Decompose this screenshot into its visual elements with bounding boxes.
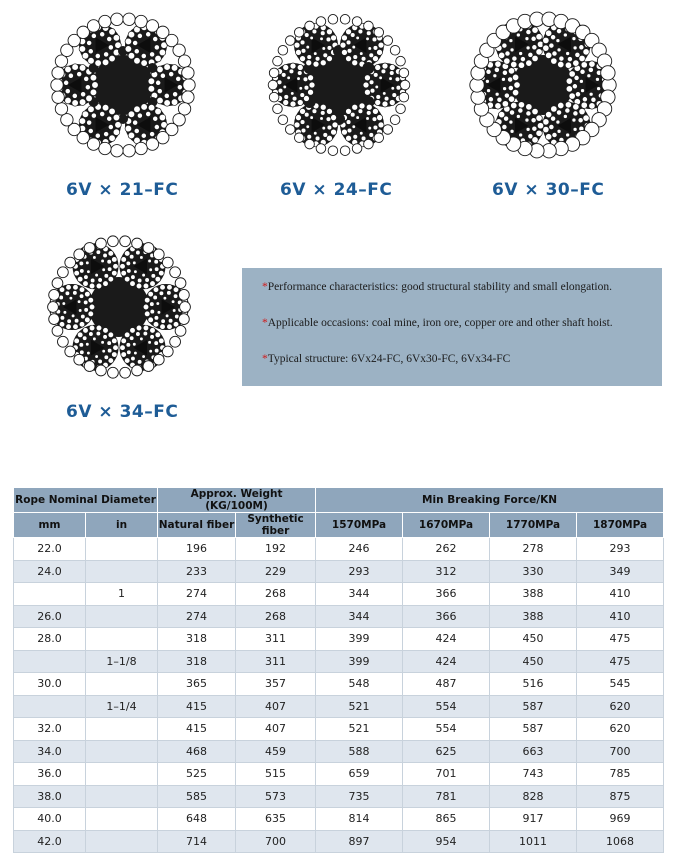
table-body: [14, 538, 664, 853]
table-cell: 468: [158, 740, 236, 763]
table-cell: 917: [490, 808, 577, 831]
table-cell: 1–1/8: [86, 650, 158, 673]
table-cell: 38.0: [14, 785, 86, 808]
table-cell: 312: [403, 560, 490, 583]
bullet-star: *: [262, 353, 268, 365]
table-row: [14, 583, 664, 606]
table-cell: 365: [158, 673, 236, 696]
table-row: [14, 830, 664, 853]
table-cell: 34.0: [14, 740, 86, 763]
table-cell: 865: [403, 808, 490, 831]
table-row: [14, 718, 664, 741]
diameter-group-header: Rope Nominal Diameter: [14, 488, 158, 513]
table-cell: 828: [490, 785, 577, 808]
column-header-natural-fiber: Natural fiber: [158, 513, 236, 538]
table-cell: [86, 740, 158, 763]
rope-6v21-diagram: [48, 10, 198, 160]
weight-group-header: Approx. Weight (KG/100M): [158, 488, 316, 513]
characteristics-panel: [242, 268, 662, 386]
table-cell: 349: [577, 560, 664, 583]
table-cell: 700: [236, 830, 316, 853]
column-header-synthetic-fiber: Synthetic fiber: [236, 513, 316, 538]
column-header-1670mpa: 1670MPa: [403, 513, 490, 538]
sub-header-row: [14, 513, 664, 538]
table-row: [14, 628, 664, 651]
specification-table: [13, 487, 664, 853]
force-group-header: Min Breaking Force/KN: [316, 488, 664, 513]
table-cell: 459: [236, 740, 316, 763]
table-cell: 954: [403, 830, 490, 853]
table-cell: [86, 808, 158, 831]
table-cell: 28.0: [14, 628, 86, 651]
table-cell: 366: [403, 583, 490, 606]
table-cell: 30.0: [14, 673, 86, 696]
table-cell: 233: [158, 560, 236, 583]
table-cell: 1: [86, 583, 158, 606]
table-cell: [86, 830, 158, 853]
table-cell: [86, 605, 158, 628]
table-cell: 545: [577, 673, 664, 696]
table-cell: 192: [236, 538, 316, 561]
table-cell: 330: [490, 560, 577, 583]
table-row: [14, 605, 664, 628]
rope-cross-section-icon: [48, 10, 198, 160]
table-cell: 625: [403, 740, 490, 763]
table-cell: 735: [316, 785, 403, 808]
table-cell: 659: [316, 763, 403, 786]
table-cell: 648: [158, 808, 236, 831]
table-cell: 548: [316, 673, 403, 696]
column-header-1770mpa: 1770MPa: [490, 513, 577, 538]
rope-cross-section-icon: [468, 10, 618, 160]
table-row: [14, 650, 664, 673]
table-cell: 521: [316, 718, 403, 741]
table-row: [14, 808, 664, 831]
table-row: [14, 740, 664, 763]
table-cell: 293: [577, 538, 664, 561]
table-row: [14, 763, 664, 786]
table-cell: 262: [403, 538, 490, 561]
table-cell: 32.0: [14, 718, 86, 741]
table-cell: 424: [403, 628, 490, 651]
table-cell: 344: [316, 583, 403, 606]
table-cell: 366: [403, 605, 490, 628]
table-cell: 635: [236, 808, 316, 831]
table-cell: 388: [490, 583, 577, 606]
table-cell: 311: [236, 628, 316, 651]
table-cell: 573: [236, 785, 316, 808]
table-cell: 22.0: [14, 538, 86, 561]
table-cell: 410: [577, 605, 664, 628]
table-cell: 318: [158, 628, 236, 651]
table-cell: 42.0: [14, 830, 86, 853]
table-cell: 875: [577, 785, 664, 808]
table-cell: [86, 718, 158, 741]
rope-cross-section-icon: [264, 10, 414, 160]
table-cell: 344: [316, 605, 403, 628]
table-cell: 293: [316, 560, 403, 583]
table-cell: 24.0: [14, 560, 86, 583]
table-cell: 1–1/4: [86, 695, 158, 718]
table-cell: 415: [158, 695, 236, 718]
rope-6v24-label: 6V × 24–FC: [280, 180, 393, 200]
table-cell: 278: [490, 538, 577, 561]
column-header-1570mpa: 1570MPa: [316, 513, 403, 538]
table-cell: 268: [236, 605, 316, 628]
table-cell: 743: [490, 763, 577, 786]
table-cell: 229: [236, 560, 316, 583]
table-cell: 274: [158, 605, 236, 628]
table-cell: 701: [403, 763, 490, 786]
column-header-1870mpa: 1870MPa: [577, 513, 664, 538]
table-cell: 521: [316, 695, 403, 718]
column-header-in: in: [86, 513, 158, 538]
performance-text: Performance characteristics: good structural stability and small elongation.: [267, 281, 613, 293]
rope-6v30-diagram: [468, 10, 618, 160]
table-cell: 450: [490, 628, 577, 651]
table-cell: 1011: [490, 830, 577, 853]
rope-cross-section-icon: [44, 232, 194, 382]
table-cell: 814: [316, 808, 403, 831]
table-cell: [86, 628, 158, 651]
table-cell: 785: [577, 763, 664, 786]
column-header-mm: mm: [14, 513, 86, 538]
rope-6v34-label: 6V × 34–FC: [66, 402, 179, 422]
table-cell: 407: [236, 718, 316, 741]
table-cell: [14, 583, 86, 606]
table-cell: 587: [490, 695, 577, 718]
table-cell: 410: [577, 583, 664, 606]
table-cell: 268: [236, 583, 316, 606]
table-cell: [14, 650, 86, 673]
table-cell: 415: [158, 718, 236, 741]
table-cell: [86, 785, 158, 808]
table-cell: [14, 695, 86, 718]
table-row: [14, 695, 664, 718]
table-cell: 515: [236, 763, 316, 786]
table-row: [14, 785, 664, 808]
table-cell: 588: [316, 740, 403, 763]
table-cell: [86, 673, 158, 696]
rope-6v30-label: 6V × 30–FC: [492, 180, 605, 200]
table-cell: 620: [577, 695, 664, 718]
table-cell: 897: [316, 830, 403, 853]
table-cell: 487: [403, 673, 490, 696]
table-cell: 475: [577, 628, 664, 651]
table-cell: 36.0: [14, 763, 86, 786]
table-cell: [86, 560, 158, 583]
table-cell: 424: [403, 650, 490, 673]
table-cell: 399: [316, 650, 403, 673]
table-cell: 554: [403, 718, 490, 741]
table-cell: 388: [490, 605, 577, 628]
rope-6v21-label: 6V × 21–FC: [66, 180, 179, 200]
table-cell: 516: [490, 673, 577, 696]
bullet-star: *: [262, 317, 268, 329]
table-cell: 585: [158, 785, 236, 808]
table-cell: 587: [490, 718, 577, 741]
table-cell: 274: [158, 583, 236, 606]
table-cell: 40.0: [14, 808, 86, 831]
applications-text: Applicable occasions: coal mine, iron ore, copper ore and other shaft hoist.: [267, 317, 613, 329]
table-cell: [86, 763, 158, 786]
table-row: [14, 560, 664, 583]
table-cell: 26.0: [14, 605, 86, 628]
applications-line: [262, 316, 662, 352]
table-row: [14, 538, 664, 561]
table-cell: 357: [236, 673, 316, 696]
table-cell: 620: [577, 718, 664, 741]
table-row: [14, 673, 664, 696]
structure-line: [262, 352, 662, 388]
table-cell: 663: [490, 740, 577, 763]
table-cell: 311: [236, 650, 316, 673]
table-cell: [86, 538, 158, 561]
table-cell: 318: [158, 650, 236, 673]
performance-line: [262, 280, 662, 316]
table-cell: 525: [158, 763, 236, 786]
table-cell: 554: [403, 695, 490, 718]
table-cell: 781: [403, 785, 490, 808]
table-cell: 1068: [577, 830, 664, 853]
table-cell: 246: [316, 538, 403, 561]
bullet-star: *: [262, 281, 268, 293]
table-cell: 399: [316, 628, 403, 651]
group-header-row: [14, 488, 664, 513]
rope-6v34-diagram: [44, 232, 194, 382]
table-cell: 969: [577, 808, 664, 831]
table-cell: 407: [236, 695, 316, 718]
table-cell: 196: [158, 538, 236, 561]
table-cell: 700: [577, 740, 664, 763]
structure-text: Typical structure: 6Vx24-FC, 6Vx30-FC, 6Vx34-FC: [267, 353, 511, 365]
table-cell: 450: [490, 650, 577, 673]
rope-6v24-diagram: [264, 10, 414, 160]
table-cell: 475: [577, 650, 664, 673]
table-cell: 714: [158, 830, 236, 853]
